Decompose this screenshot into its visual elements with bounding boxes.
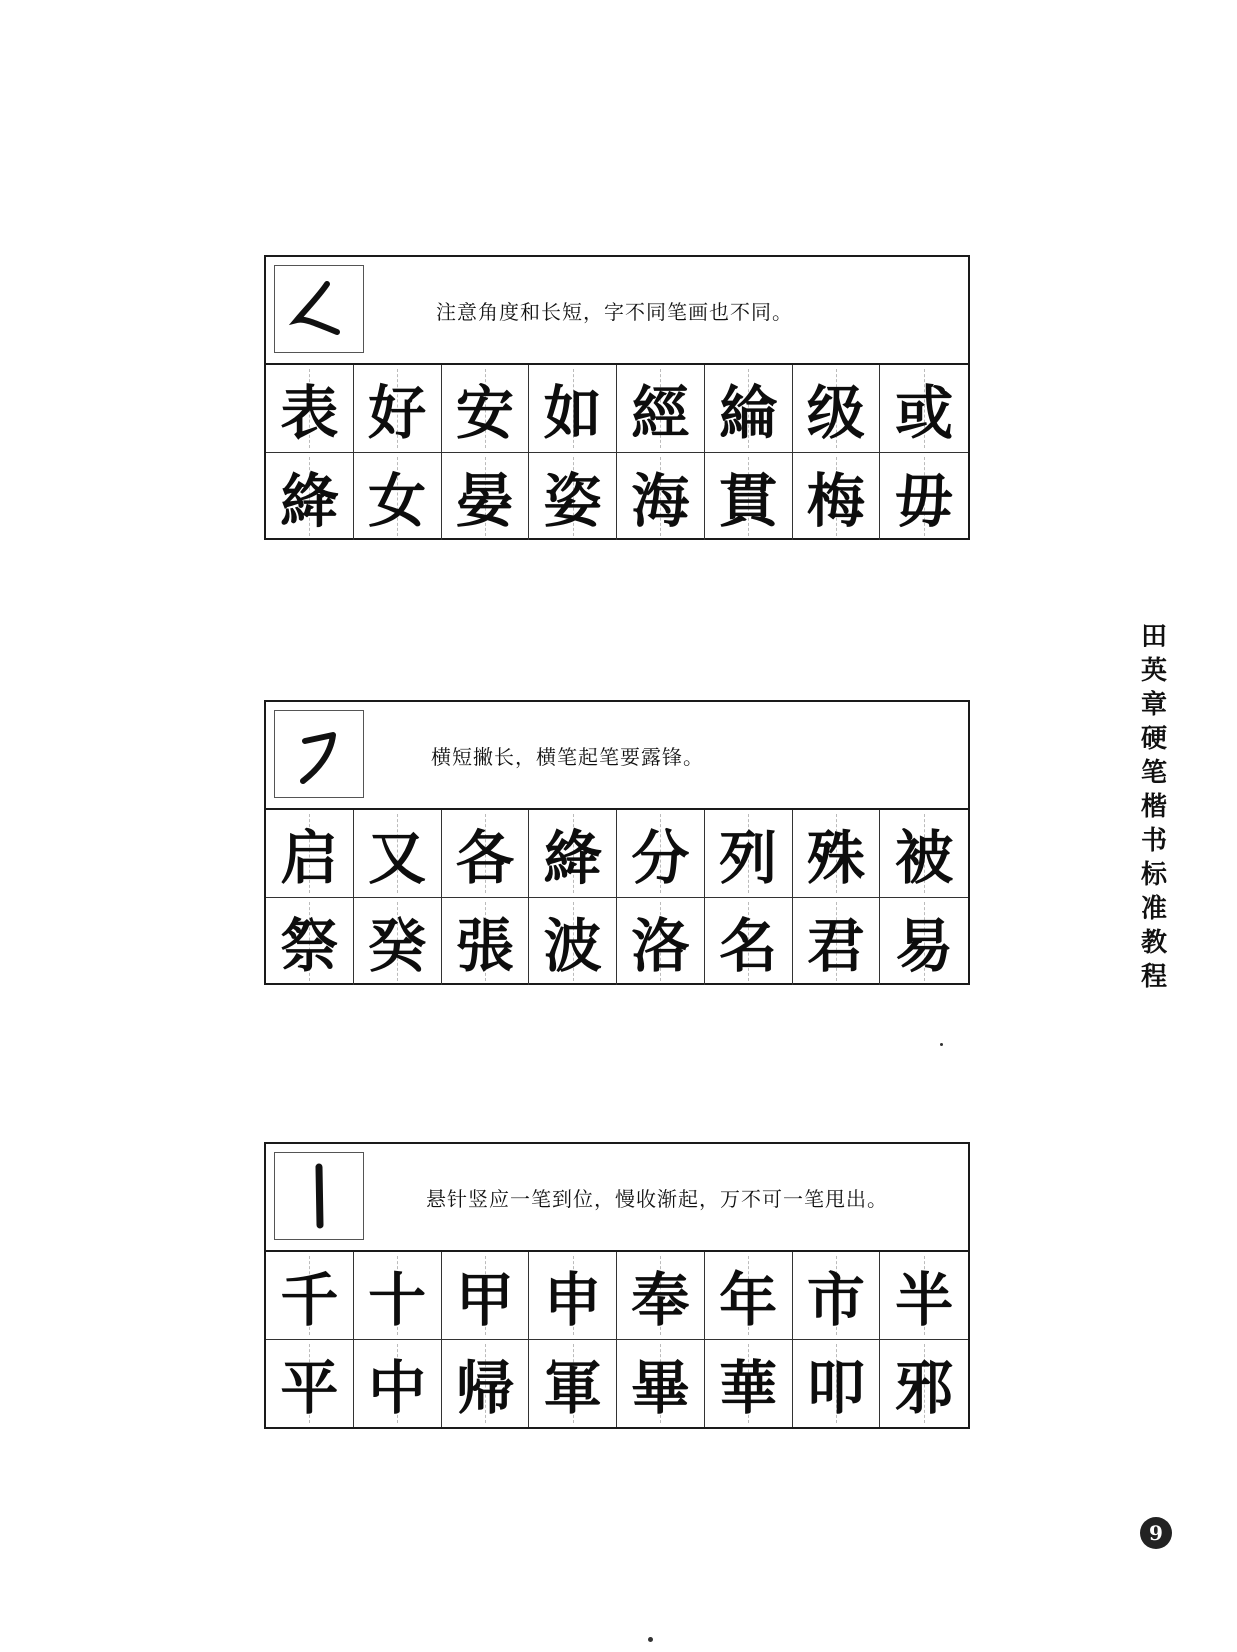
character-cell: 又 — [354, 810, 442, 898]
lesson-note: 注意角度和长短，字不同笔画也不同。 — [436, 299, 793, 324]
left-falling-stroke-icon — [275, 266, 363, 352]
lesson-header — [266, 1144, 968, 1252]
character-cell: 叩 — [793, 1340, 881, 1428]
character-cell: 好 — [354, 365, 442, 453]
character-cell: 级 — [793, 365, 881, 453]
title-char: 程 — [1140, 962, 1167, 992]
book-title-vertical — [1136, 620, 1172, 994]
character-cell: 毋 — [880, 453, 968, 541]
character-cell: 洛 — [617, 898, 705, 986]
title-char: 笔 — [1140, 758, 1167, 788]
title-char: 英 — [1140, 656, 1167, 686]
lesson-header — [266, 702, 968, 810]
character-cell: 分 — [617, 810, 705, 898]
stroke-lesson-1 — [264, 255, 970, 540]
character-cell: 海 — [617, 453, 705, 541]
title-char: 准 — [1140, 894, 1167, 924]
character-cell: 波 — [529, 898, 617, 986]
character-cell: 半 — [880, 1252, 968, 1340]
character-cell: 晏 — [442, 453, 530, 541]
character-cell: 奉 — [617, 1252, 705, 1340]
title-char: 硬 — [1140, 724, 1167, 754]
lesson-header — [266, 257, 968, 365]
character-cell: 君 — [793, 898, 881, 986]
character-cell: 帰 — [442, 1340, 530, 1428]
character-cell: 表 — [266, 365, 354, 453]
character-cell: 綸 — [705, 365, 793, 453]
character-cell: 癸 — [354, 898, 442, 986]
stroke-example-box — [274, 710, 364, 798]
character-cell: 安 — [442, 365, 530, 453]
character-cell: 中 — [354, 1340, 442, 1428]
stroke-lesson-3 — [264, 1142, 970, 1429]
character-cell: 貫 — [705, 453, 793, 541]
character-cell: 被 — [880, 810, 968, 898]
character-cell: 華 — [705, 1340, 793, 1428]
title-char: 楷 — [1140, 792, 1167, 822]
title-char: 教 — [1140, 928, 1167, 958]
horizontal-falling-stroke-icon — [275, 711, 363, 797]
character-cell: 启 — [266, 810, 354, 898]
character-cell: 絳 — [266, 453, 354, 541]
character-grid — [266, 810, 968, 985]
character-cell: 女 — [354, 453, 442, 541]
character-cell: 甲 — [442, 1252, 530, 1340]
character-cell: 平 — [266, 1340, 354, 1428]
character-grid — [266, 365, 968, 540]
character-cell: 市 — [793, 1252, 881, 1340]
character-cell: 祭 — [266, 898, 354, 986]
title-char: 书 — [1140, 826, 1167, 856]
character-cell: 經 — [617, 365, 705, 453]
character-cell: 邪 — [880, 1340, 968, 1428]
vertical-stroke-icon — [275, 1153, 363, 1239]
character-cell: 畢 — [617, 1340, 705, 1428]
character-cell: 軍 — [529, 1340, 617, 1428]
character-cell: 十 — [354, 1252, 442, 1340]
stroke-lesson-2 — [264, 700, 970, 985]
stroke-example-box — [274, 265, 364, 353]
title-char: 田 — [1140, 622, 1167, 652]
character-cell: 張 — [442, 898, 530, 986]
lesson-note: 横短撇长，横笔起笔要露锋。 — [431, 744, 704, 769]
title-char: 标 — [1140, 860, 1167, 890]
title-char: 章 — [1140, 690, 1167, 720]
character-cell: 姿 — [529, 453, 617, 541]
character-cell: 絳 — [529, 810, 617, 898]
scan-speck — [940, 1043, 943, 1046]
character-grid — [266, 1252, 968, 1427]
character-cell: 各 — [442, 810, 530, 898]
character-cell: 如 — [529, 365, 617, 453]
character-cell: 申 — [529, 1252, 617, 1340]
character-cell: 或 — [880, 365, 968, 453]
character-cell: 梅 — [793, 453, 881, 541]
scan-speck — [648, 1637, 653, 1642]
page-number-badge: 9 — [1140, 1517, 1172, 1549]
character-cell: 列 — [705, 810, 793, 898]
stroke-example-box — [274, 1152, 364, 1240]
character-cell: 名 — [705, 898, 793, 986]
character-cell: 殊 — [793, 810, 881, 898]
character-cell: 易 — [880, 898, 968, 986]
character-cell: 年 — [705, 1252, 793, 1340]
lesson-note: 悬针竖应一笔到位，慢收渐起，万不可一笔甩出。 — [426, 1186, 888, 1211]
character-cell: 千 — [266, 1252, 354, 1340]
